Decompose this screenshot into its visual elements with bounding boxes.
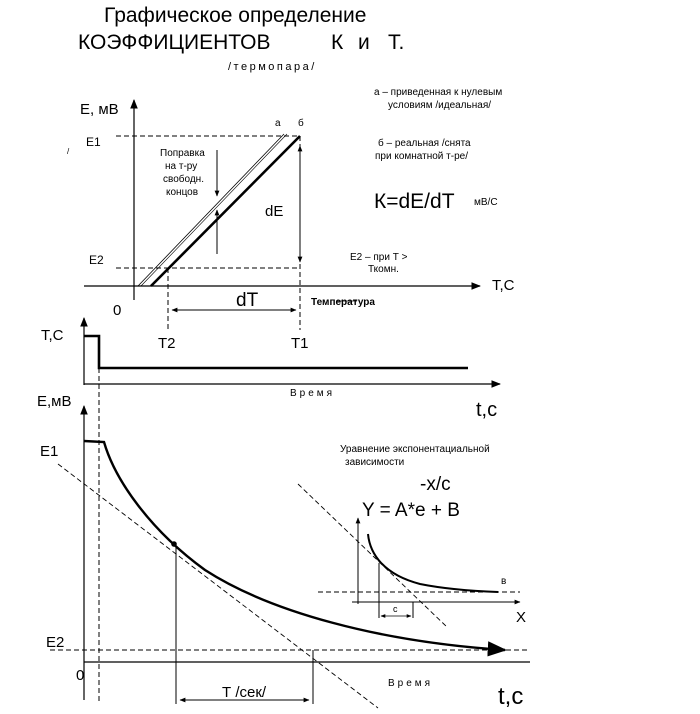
line-b-label: б: [298, 118, 304, 129]
tangent-dashed-line: [58, 464, 378, 708]
correction-note-4: концов: [166, 187, 199, 198]
top-origin-label: 0: [113, 302, 122, 319]
inset-c-label: с: [393, 604, 398, 614]
bottom-chart: [37, 393, 530, 710]
dt-label: dT: [236, 290, 259, 311]
inset-curve: [368, 534, 498, 592]
correction-note-3: свободн.: [163, 174, 204, 185]
line-a-label: а: [275, 118, 281, 129]
legend-a-1: а – приведенная к нулевым: [374, 87, 503, 98]
inset-x-label: X: [516, 609, 527, 626]
bottom-x-axis-label-top: t,с: [476, 399, 498, 421]
inset-b-label: в: [501, 576, 507, 587]
top-e1-label: Е1: [86, 135, 101, 149]
temperature-step-line: [84, 336, 468, 368]
equation-note-1: Уравнение экспонентациальной: [340, 444, 490, 455]
e2-note-2: Ткомн.: [368, 264, 399, 275]
bottom-origin-label: 0: [76, 667, 85, 684]
top-e2-label: Е2: [89, 253, 104, 267]
t-sec-label: Т /сек/: [222, 684, 267, 701]
correction-note-2: на т-ру: [165, 161, 198, 172]
top-chart: [67, 87, 515, 352]
equation: Y = A*e + B: [362, 500, 460, 521]
t1-label: Т1: [291, 335, 309, 352]
stray-mark: /: [67, 147, 70, 156]
legend-a-2: условиям /идеальная/: [388, 100, 492, 111]
title-line2-word: КОЭФФИЦИЕНТОВ: [78, 31, 271, 54]
exponential-curve: [84, 441, 505, 650]
bottom-e2-label: Е2: [46, 634, 65, 651]
title-line1: Графическое определение: [104, 4, 367, 27]
t2-label: Т2: [158, 335, 176, 352]
title-line2-and: и: [358, 31, 370, 54]
top-y-axis-label: Е, мВ: [80, 101, 119, 118]
top-x-axis-label: Т,С: [492, 277, 515, 294]
equation-exponent: -x/c: [420, 474, 451, 495]
de-label: dE: [265, 203, 284, 220]
e2-note-1: Е2 – при Т >: [350, 252, 408, 263]
legend-b-1: б – реальная /снята: [378, 138, 471, 149]
correction-note-1: Поправка: [160, 148, 205, 159]
title-line2-k: К: [331, 31, 344, 54]
legend-b-2: при комнатной т-ре/: [375, 151, 468, 162]
middle-time-label: Время: [290, 388, 336, 399]
formula-unit: мВ/С: [474, 197, 498, 208]
formula: К=dE/dT: [374, 190, 455, 213]
bottom-x-axis-label: t,с: [498, 683, 524, 710]
bottom-y-axis-label: Е,мВ: [37, 393, 72, 410]
temperature-label: Температура: [311, 297, 375, 308]
bottom-e1-label: Е1: [40, 443, 59, 460]
middle-y-axis-label: Т,С: [41, 327, 64, 344]
subtitle: /термопара/: [228, 61, 317, 73]
equation-note-2: зависимости: [345, 457, 405, 468]
title-line2-t: Т.: [388, 31, 405, 54]
bottom-time-label: Время: [388, 678, 434, 689]
